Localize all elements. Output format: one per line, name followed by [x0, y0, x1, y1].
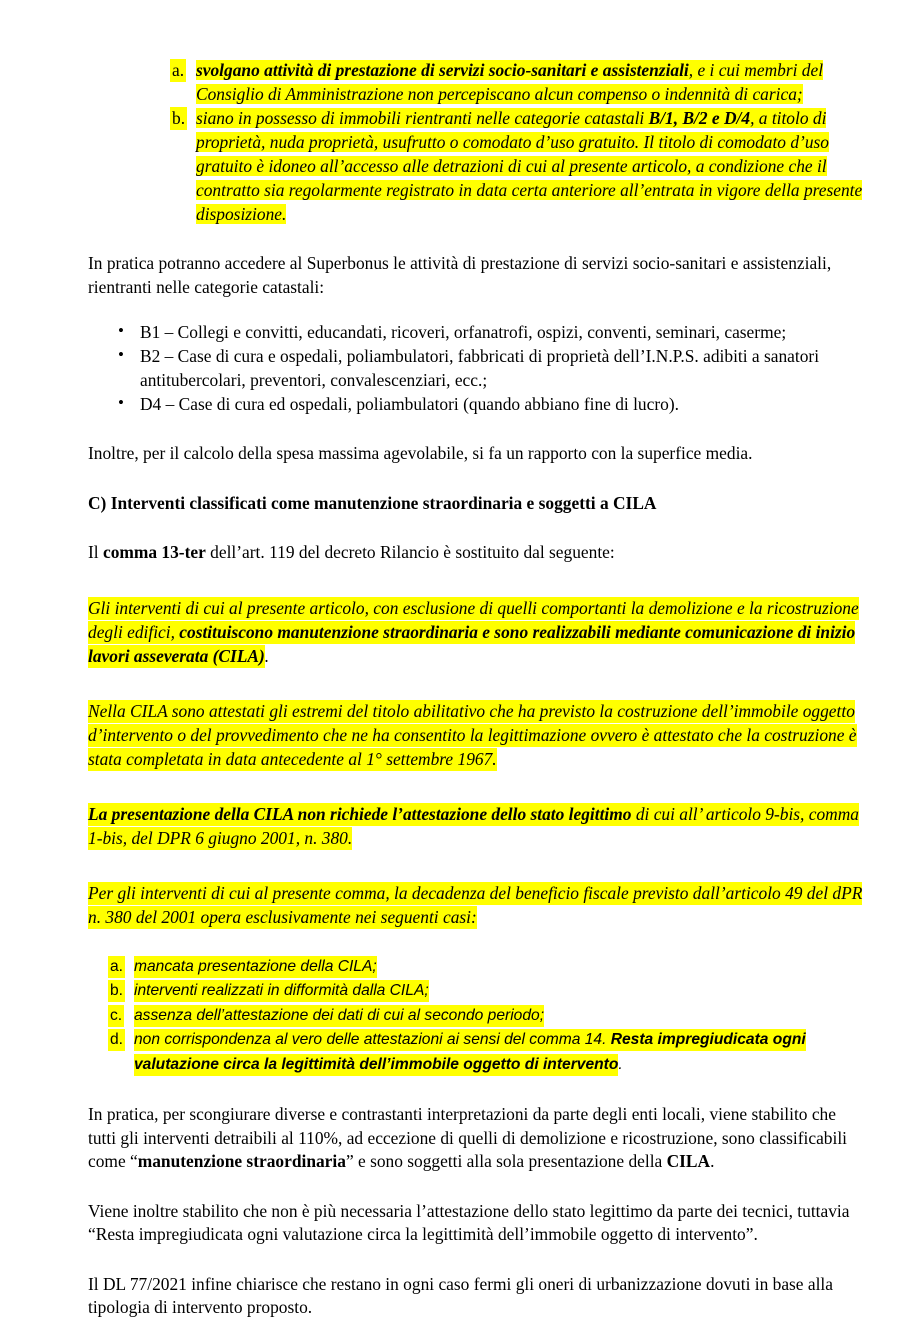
spacer [88, 1077, 864, 1103]
spacer [88, 850, 864, 881]
paragraph-closing-in-pratica: In pratica, per scongiurare diverse e contrastanti interpretazioni da parte degli enti locali, viene stabilito che tutti gli interventi detraibili al 110%, ad eccezione di quelli di demolizione e ricostruzione, sono classificabili come “manutenzione straordinaria” e sono soggetti alla sola presentazione della CILA. [88, 1104, 847, 1171]
category-bullet-list [88, 320, 864, 416]
section-heading-c: C) Interventi classificati come manutenzione straordinaria e soggetti a CILA [88, 492, 657, 513]
paragraph-comma-13ter: Il comma 13-ter dell’art. 119 del decreto Rilancio è sostituito dal seguente: [88, 542, 615, 562]
list-item-label: non corrispondenza al vero delle attestazioni ai sensi del comma 14. Resta impregiudicata ogni valutazione circa la legittimità dell’immobile oggetto di intervento. [134, 1029, 806, 1076]
list-item-label: interventi realizzati in difformità dalla CILA; [134, 980, 429, 1002]
quote-nella-cila: Nella CILA sono attestati gli estremi del titolo abilitativo che ha previsto la costruzione dell’immobile oggetto d’intervento o del provvedimento che ne ha consentito la legittimazione ovvero è attestato che la costruzione è stata completata in data antecedente al 1° settembre 1967. [88, 700, 857, 769]
list-item-label: D4 – Case di cura ed ospedali, poliambulatori (quando abbiano fine di lucro). [140, 394, 679, 414]
bullet-icon: • [118, 393, 124, 412]
list-item-label: assenza dell’attestazione dei dati di cui al secondo periodo; [134, 1005, 544, 1027]
spacer [88, 565, 864, 596]
list-item [88, 1028, 864, 1077]
list-item-text: svolgano attività di prestazione di servizi socio-sanitari e assistenziali, e i cui membri del Consiglio di Amministrazione non percepiscano alcun compenso o indennità di carica; [196, 60, 824, 104]
bullet-icon: • [118, 321, 124, 340]
list-item-label: mancata presentazione della CILA; [134, 956, 377, 978]
list-marker: b. [172, 108, 186, 128]
list-item [88, 392, 864, 416]
quote-per-gli-interventi: Per gli interventi di cui al presente comma, la decadenza del beneficio fiscale previsto dall’articolo 49 del dPR n. 380 del 2001 opera esclusivamente nei seguenti casi: [88, 882, 863, 927]
list-item-label: B1 – Collegi e convitti, educandati, ricoveri, orfanatrofi, ospizi, conventi, seminari, caserme; [140, 322, 787, 342]
paragraph-viene-inoltre: Viene inoltre stabilito che non è più necessaria l’attestazione dello stato legittimo da parte dei tecnici, tuttavia “Resta impregiudicata ogni valutazione circa la legittimità dell’immobile oggetto di intervento”. [88, 1200, 850, 1244]
list-marker: a. [108, 955, 125, 980]
paragraph-inoltre: Inoltre, per il calcolo della spesa massima agevolabile, si fa un rapporto con la superfice media. [88, 443, 753, 463]
paragraph-in-pratica: In pratica potranno accedere al Superbonus le attività di prestazione di servizi socio-sanitari e assistenziali, rientranti nelle categorie catastali: [88, 253, 832, 297]
list-item [88, 955, 864, 980]
bullet-icon: • [118, 345, 124, 364]
spacer [88, 668, 864, 699]
list-item [88, 106, 864, 226]
quote-gli-interventi: Gli interventi di cui al presente articolo, con esclusione di quelli comportanti la demolizione e la ricostruzione degli edifici, costituiscono manutenzione straordinaria e sono realizzabili mediante comunicazione di inizio lavori asseverata (CILA). [88, 597, 859, 666]
spacer [88, 1174, 864, 1200]
list-item-text: siano in possesso di immobili rientranti nelle categorie catastali B/1, B/2 e D/4, a titolo di proprietà, nuda proprietà, usufrutto o comodato d’uso gratuito. Il titolo di comodato d’uso gratuito è idoneo all’accesso alle detrazioni di cui al presente articolo, a condizione che il contratto sia regolarmente registrato in data certa anteriore all’entrata in vigore della presente disposizione. [196, 108, 863, 224]
spacer [88, 299, 864, 320]
requirements-list [88, 58, 864, 226]
spacer [88, 1247, 864, 1273]
document-content [88, 58, 864, 1320]
paragraph-il-dl: Il DL 77/2021 infine chiarisce che restano in ogni caso fermi gli oneri di urbanizzazione dovuti in base alla tipologia di intervento proposto. [88, 1273, 833, 1317]
list-item [88, 1004, 864, 1029]
spacer [88, 416, 864, 442]
list-item-label: B2 – Case di cura e ospedali, poliambulatori, fabbricati di proprietà dell’I.N.P.S. adibiti a sanatori antitubercolari, preventori, convalescenziari, ecc.; [140, 346, 820, 390]
list-item [88, 320, 864, 344]
spacer [88, 771, 864, 802]
list-marker: c. [108, 1004, 124, 1029]
spacer [88, 466, 864, 492]
list-marker: a. [172, 60, 185, 80]
list-marker: b. [108, 979, 125, 1004]
spacer [88, 226, 864, 252]
decadenza-list [88, 955, 864, 1078]
spacer [88, 515, 864, 541]
spacer [88, 929, 864, 955]
list-item [88, 979, 864, 1004]
list-marker: d. [108, 1028, 125, 1053]
quote-presentazione-cila: La presentazione della CILA non richiede l’attestazione dello stato legittimo di cui all’ articolo 9-bis, comma 1-bis, del DPR 6 giugno 2001, n. 380. [88, 803, 859, 848]
list-item [88, 344, 864, 392]
list-item [88, 58, 864, 106]
